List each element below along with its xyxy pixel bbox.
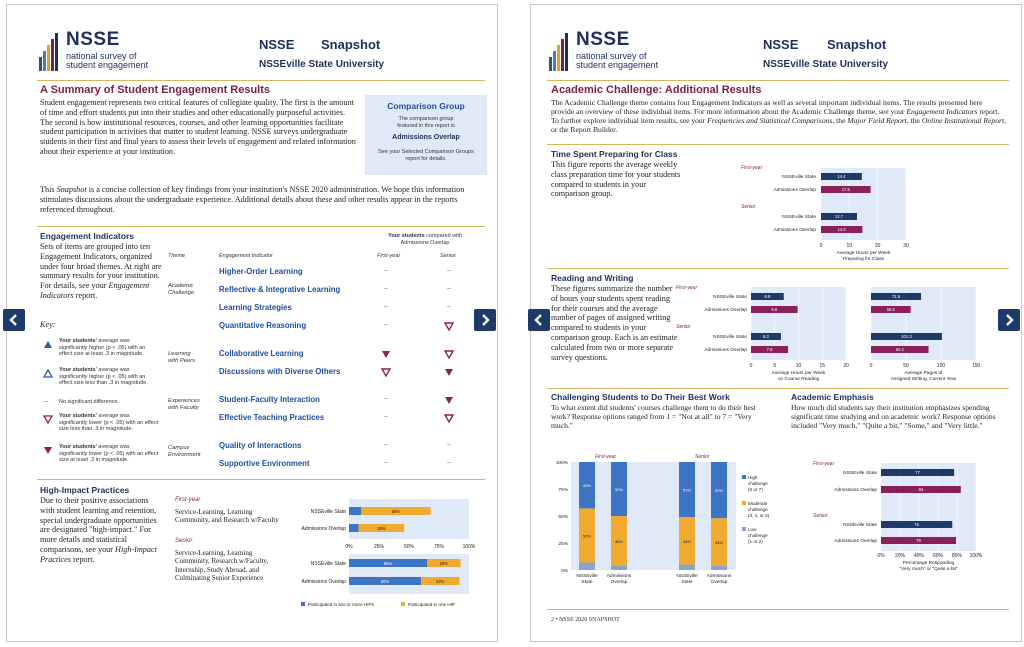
category-label: NSSEville xyxy=(576,574,598,579)
legend-label: challenge xyxy=(748,481,768,486)
comparison-group-box xyxy=(365,95,487,175)
comparison-group-name: Admissions Overlap xyxy=(392,134,460,141)
theme-academic-challenge xyxy=(168,283,194,297)
divider xyxy=(547,144,1009,145)
emphasis-chart xyxy=(801,457,1001,592)
key-4-text: average was significantly lower (p < .05) with an effect size less than .3 in magnitude. xyxy=(59,413,159,432)
key-1-bold: Your students' xyxy=(59,338,97,344)
bar-value-label: 9.8 xyxy=(771,307,778,313)
bar xyxy=(349,507,361,515)
page-footer: 2 • NSSE 2020 SNAPSHOT xyxy=(551,617,620,623)
ei-collaborative-learning: Collaborative Learning xyxy=(219,349,304,358)
chevron-right-icon xyxy=(474,309,496,331)
challenge-section-title: Challenging Students to Do Their Best Work xyxy=(551,392,730,402)
p2-intro-f: Major Field Report, xyxy=(847,116,909,125)
theme-3b: with Faculty xyxy=(168,405,199,411)
p2-intro-e: the xyxy=(834,116,848,125)
x-axis-title: on Course Reading xyxy=(777,377,820,382)
p2-intro-b: Engagement Indicators xyxy=(906,107,978,116)
reading-chart xyxy=(676,281,851,391)
bar-value-label: 101.3 xyxy=(901,334,912,340)
category-label: Admissions Overlap xyxy=(834,539,877,545)
category-label: NSSEville State xyxy=(782,215,816,221)
category-label: NSSEville State xyxy=(843,523,877,529)
category-label: Admissions Overlap xyxy=(834,488,877,494)
x-tick-label: 10 xyxy=(846,243,853,249)
chevron-left-icon xyxy=(528,309,550,331)
x-tick-label: 0 xyxy=(749,363,753,369)
bar-value-label: 17.5 xyxy=(841,187,850,193)
hip-desc-a: Due to their positive associations with student learning and retention, special undergraduate opportunities are designated "high-impact." For more details and statistical comparisons, see your xyxy=(40,496,157,554)
x-axis-title: "Very much" or "Quite a bit" xyxy=(899,567,958,572)
group-label: First-year xyxy=(676,285,698,291)
ei-section-title: Engagement Indicators xyxy=(40,231,134,241)
snapshot-page-1 xyxy=(6,4,498,642)
category-label: Overlap xyxy=(610,580,628,585)
hip-sr-text: Service-Learning, Learning Community, Research w/Faculty, Internship, Study Abroad, and Culminating Senior Experience xyxy=(175,549,269,583)
logo-line-1: national survey of xyxy=(66,51,137,61)
theme-1a: Academic xyxy=(168,283,194,289)
x-tick-label: 5 xyxy=(773,363,777,369)
ei-discussions-diverse-others: Discussions with Diverse Others xyxy=(219,367,341,376)
key-dash: --- xyxy=(43,399,49,405)
lower-small-effect-icon xyxy=(43,415,53,424)
time-description: This figure reports the average weekly class preparation time for your students compared to students in your comparison group. xyxy=(551,160,681,199)
hip-sr-label: Senior xyxy=(175,538,193,544)
lower-small-effect-icon xyxy=(444,414,454,423)
ei-description xyxy=(40,242,166,301)
result-cell: -- xyxy=(384,442,388,448)
x-tick-label: 80% xyxy=(951,553,963,559)
p2-intro-d: Frequencies and Statistical Comparisons, xyxy=(707,116,835,125)
category-label: Admissions Overlap xyxy=(773,188,816,194)
bar-value-label: 84 xyxy=(918,487,924,493)
comparison-line-1: The comparison group xyxy=(398,116,454,122)
result-cell: -- xyxy=(447,304,451,310)
category-label: NSSEville State xyxy=(782,175,816,181)
result-cell: -- xyxy=(384,304,388,310)
plot-background xyxy=(349,499,469,539)
bar-value-label: 52% xyxy=(714,488,724,494)
key-item-2 xyxy=(59,367,159,387)
x-axis-title: Preparing for Class xyxy=(842,257,885,262)
x-tick-label: 0% xyxy=(877,553,885,559)
col-indicator: Engagement Indicator xyxy=(219,253,273,259)
result-cell: -- xyxy=(447,268,451,274)
bar-value-label: 56.6 xyxy=(886,307,895,313)
header-snapshot: Snapshot xyxy=(321,37,381,52)
higher-small-effect-icon xyxy=(43,369,53,378)
category-label: Admissions Overlap xyxy=(773,228,816,234)
lower-small-effect-icon xyxy=(444,322,454,331)
bar-value-label: 75 xyxy=(914,522,919,528)
group-label: First-year xyxy=(595,454,617,460)
theme-4b: Environment xyxy=(168,452,201,458)
legend-label: (1 or 2) xyxy=(748,539,763,544)
bar-value-label: 50% xyxy=(582,533,592,539)
bar xyxy=(579,562,595,570)
category-label: NSSEville State xyxy=(713,335,747,341)
lower-large-effect-icon xyxy=(444,396,454,405)
ei-reflective-integrative: Reflective & Integrative Learning xyxy=(219,285,341,294)
writing-chart xyxy=(856,281,1006,391)
hip-desc-b: High-Impact Practices xyxy=(40,544,157,564)
legend-label: Moderate xyxy=(748,501,768,506)
comparison-line-3: See your Selected Comparison Groups xyxy=(378,149,474,155)
group-label: First-year xyxy=(741,165,763,171)
x-tick-label: 25% xyxy=(373,544,385,550)
nsse-logo xyxy=(39,27,149,73)
divider xyxy=(37,226,485,227)
bar-value-label: 46% xyxy=(614,538,624,544)
bar-value-label: 71.5 xyxy=(891,294,901,300)
x-tick-label: 20 xyxy=(874,243,881,249)
col-senior: Senior xyxy=(440,253,456,259)
reading-section-title: Reading and Writing xyxy=(551,273,634,283)
legend-label: challenge xyxy=(748,533,768,538)
x-axis-title: Average Hours per Week xyxy=(771,371,826,376)
lower-large-effect-icon xyxy=(43,446,53,455)
intro-paragraph-2 xyxy=(40,185,485,214)
logo-line-2: student engagement xyxy=(576,60,659,70)
hip-fy-label: First-year xyxy=(175,497,201,503)
bar-value-label: 50% xyxy=(614,487,624,492)
x-tick-label: 150 xyxy=(971,363,981,369)
y-tick-label: 100% xyxy=(555,461,568,466)
col-theme: Theme xyxy=(168,253,186,259)
x-tick-label: 40% xyxy=(913,553,925,559)
logo-line-1: national survey of xyxy=(576,51,647,61)
bar-value-label: 12.7 xyxy=(834,214,844,220)
p2-intro-a: The Academic Challenge theme contains four Engagement Indicators as well as several important individual items. The results presented here provide an overview of these individual items. For more information about the Academic Challenge theme, see your xyxy=(551,98,983,116)
ei-supportive-environment: Supportive Environment xyxy=(219,459,310,468)
theme-2a: Learning xyxy=(168,351,191,357)
bar-value-label: 79 xyxy=(916,538,921,544)
hip-desc-c: report. xyxy=(70,554,95,564)
comparison-title: Comparison Group xyxy=(387,101,465,111)
emphasis-section-title: Academic Emphasis xyxy=(791,392,874,402)
legend-swatch xyxy=(742,527,746,531)
bar-value-label: 6.9 xyxy=(764,294,771,300)
legend-swatch xyxy=(401,602,405,606)
result-cell: -- xyxy=(384,460,388,466)
x-axis-title: Percentage Responding xyxy=(902,561,955,566)
logo-bars-icon xyxy=(39,33,63,71)
key-1-text: average was significantly higher (p < .05) with an effect size at least .3 in magnitude. xyxy=(59,338,146,357)
key-5-text: average was significantly lower (p < .05) with an effect size at least .3 in magnitude. xyxy=(59,444,159,463)
category-label: NSSEville State xyxy=(310,561,346,567)
x-tick-label: 75% xyxy=(433,544,445,550)
category-label: Admissions xyxy=(706,574,732,579)
category-label: State xyxy=(681,580,693,585)
bar-value-label: 58% xyxy=(391,508,400,514)
header-nsse: NSSE xyxy=(259,37,295,52)
result-cell: -- xyxy=(384,414,388,420)
y-tick-label: 75% xyxy=(558,488,568,493)
ei-desc-b: Engagement Indicators xyxy=(40,281,150,300)
col-compare-c: Admissions Overlap xyxy=(400,239,450,246)
hip-section-title: High-Impact Practices xyxy=(40,485,130,495)
ei-quality-of-interactions: Quality of Interactions xyxy=(219,441,302,450)
group-label: First-year xyxy=(813,461,835,467)
category-label: Overlap xyxy=(710,580,728,585)
legend-swatch xyxy=(742,501,746,505)
legend-label: challenge xyxy=(748,507,768,512)
prev-page-button[interactable] xyxy=(528,309,550,331)
prev-page-button[interactable] xyxy=(3,309,25,331)
hip-description xyxy=(40,496,162,565)
x-axis-title: Assigned Writing, Current Year xyxy=(890,377,957,382)
legend-swatch xyxy=(742,475,746,479)
logo-subtitle xyxy=(576,52,658,70)
header-nsse: NSSE xyxy=(763,37,799,52)
bar xyxy=(349,524,359,532)
intro-paragraph: Student engagement represents two critical features of collegiate quality. The first is the amount of time and effort students put into their studies and other educationally purposeful activities. The second is how institutional resources, courses, and other learning opportunities facilitate student participation in activities that matter to student learning. NSSE surveys undergraduate students in their first and final years to assess their levels of engagement and related information about their experience at your institution. xyxy=(40,98,356,156)
p2-intro-c: report. To further explore individual item results, see your xyxy=(551,107,1000,125)
logo-title: NSSE xyxy=(576,29,630,50)
y-tick-label: 0% xyxy=(561,569,568,574)
x-tick-label: 50% xyxy=(403,544,415,550)
header-university: NSSEville State University xyxy=(763,59,889,70)
group-label: Senior xyxy=(695,454,710,460)
p2-intro-i: or the Report Builder. xyxy=(551,125,618,134)
snapshot-page-2 xyxy=(530,4,1022,642)
theme-2b: with Peers xyxy=(168,358,196,364)
col-first-year: First-year xyxy=(377,253,401,259)
y-tick-label: 25% xyxy=(558,542,568,547)
x-tick-label: 100 xyxy=(936,363,946,369)
legend-label: Low xyxy=(748,527,757,532)
bar-value-label: 44% xyxy=(682,538,692,544)
bar-value-label: 14.4 xyxy=(837,174,846,180)
x-tick-label: 10 xyxy=(795,363,802,369)
lower-large-effect-icon xyxy=(444,368,454,377)
bar-value-label: 44% xyxy=(714,539,724,545)
category-label: Admissions Overlap xyxy=(301,526,346,532)
result-cell: -- xyxy=(384,268,388,274)
key-label: Key: xyxy=(40,320,56,329)
legend-label: (3, 4, or 5) xyxy=(748,513,770,518)
category-label: Admissions xyxy=(606,574,632,579)
bar-value-label: 38% xyxy=(377,525,386,531)
ei-effective-teaching: Effective Teaching Practices xyxy=(219,413,325,422)
x-tick-label: 15 xyxy=(819,363,826,369)
bar-value-label: 14.6 xyxy=(837,227,846,233)
divider xyxy=(547,388,1009,389)
ei-student-faculty-interaction: Student-Faculty Interaction xyxy=(219,395,320,404)
result-cell: -- xyxy=(384,286,388,292)
p2-intro-h: Online Institutional Report, xyxy=(921,116,1006,125)
logo-line-2: student engagement xyxy=(66,60,149,70)
nsse-logo xyxy=(549,27,659,73)
theme-experiences-with-faculty xyxy=(168,398,200,412)
category-label: NSSEville State xyxy=(843,471,877,477)
legend-label: Participated in one HIP xyxy=(408,602,455,607)
challenge-description: To what extent did students' courses challenge them to do their best work? Response options ranged from 1 = "Not at all" to 7 = "Very much." xyxy=(551,403,756,430)
x-tick-label: 100% xyxy=(462,544,476,550)
x-tick-label: 0% xyxy=(345,544,353,550)
bar-value-label: 6.3 xyxy=(763,334,769,340)
key-item-1 xyxy=(59,338,159,358)
key-2-bold: Your students' xyxy=(59,367,97,373)
category-label: Admissions Overlap xyxy=(301,579,346,585)
bar xyxy=(711,566,727,570)
theme-learning-with-peers xyxy=(168,351,195,365)
theme-3a: Experiences xyxy=(168,398,200,404)
bar-value-label: 32% xyxy=(436,578,445,584)
category-label: State xyxy=(581,580,593,585)
x-tick-label: 20 xyxy=(843,363,849,369)
header-snapshot: Snapshot xyxy=(827,37,887,52)
x-axis-title: Average Pages of xyxy=(904,371,943,376)
legend-swatch xyxy=(301,602,305,606)
hip-chart xyxy=(289,499,474,609)
x-tick-label: 0 xyxy=(869,363,873,369)
key-5-bold: Your students' xyxy=(59,444,97,450)
logo-title: NSSE xyxy=(66,29,120,50)
chevron-left-icon xyxy=(3,309,25,331)
lower-small-effect-icon xyxy=(381,368,391,377)
x-tick-label: 20% xyxy=(894,553,906,559)
divider xyxy=(547,268,1009,269)
reading-description: These figures summarize the number of hours your students spent reading for their courses and the average number of pages of assigned writing compared to students in your comparison group. Each is an estimate calculated from two or more separate survey questions. xyxy=(551,284,678,362)
group-label: Senior xyxy=(676,324,691,330)
page-title: Academic Challenge: Additional Results xyxy=(551,84,762,96)
bar xyxy=(679,565,695,570)
col-compare-a: Your students xyxy=(388,233,425,239)
theme-1b: Challenge xyxy=(168,290,195,296)
time-prep-chart xyxy=(736,163,911,263)
key-4-bold: Your students' xyxy=(59,413,97,419)
theme-campus-environment xyxy=(168,445,201,459)
x-tick-label: 0 xyxy=(819,243,823,249)
divider xyxy=(37,80,485,81)
result-cell: -- xyxy=(384,396,388,402)
x-tick-label: 100% xyxy=(969,553,983,559)
x-tick-label: 50 xyxy=(903,363,909,369)
next-page-button[interactable] xyxy=(998,309,1020,331)
chevron-right-icon xyxy=(998,309,1020,331)
category-label: NSSEville xyxy=(676,574,698,579)
comparison-line-4: report for details. xyxy=(405,156,447,162)
col-compare-b: compared with xyxy=(424,233,462,239)
category-label: Admissions Overlap xyxy=(704,308,747,314)
divider xyxy=(547,609,1009,610)
key-item-5 xyxy=(59,444,159,464)
higher-large-effect-icon xyxy=(43,340,53,349)
legend-label: (6 or 7) xyxy=(748,487,763,492)
category-label: NSSEville State xyxy=(713,295,747,301)
x-axis-title: Average Hours per Week xyxy=(836,251,891,256)
legend-label: Participated in two or more HIPs xyxy=(308,602,374,607)
intro2-b: Snapshot xyxy=(56,185,87,194)
category-label: NSSEville State xyxy=(310,509,346,515)
ei-quantitative-reasoning: Quantitative Reasoning xyxy=(219,321,307,330)
bar-value-label: 7.8 xyxy=(766,347,773,353)
lower-large-effect-icon xyxy=(381,350,391,359)
key-2-text: average was significantly higher (p < .05) with an effect size less than .3 in magnitude. xyxy=(59,367,148,386)
bar xyxy=(611,566,627,570)
logo-subtitle xyxy=(66,52,148,70)
key-item-4 xyxy=(59,413,159,433)
group-label: Senior xyxy=(741,204,756,210)
x-tick-label: 60% xyxy=(932,553,944,559)
col-compare xyxy=(365,233,485,246)
emphasis-description: How much did students say their institution emphasizes spending significant time studying and on academic work? Response options included "Very much," "Quite a bit," "Some," and "Very little." xyxy=(791,403,996,430)
result-cell: -- xyxy=(384,322,388,328)
key-item-3: No significant difference. xyxy=(59,399,120,405)
logo-bars-icon xyxy=(549,33,573,71)
bar-value-label: 60% xyxy=(380,578,390,584)
bar-value-label: 77 xyxy=(915,470,920,476)
divider xyxy=(37,479,485,480)
x-tick-label: 30 xyxy=(903,243,909,249)
result-cell: -- xyxy=(447,442,451,448)
theme-4a: Campus xyxy=(168,445,190,451)
next-page-button[interactable] xyxy=(474,309,496,331)
divider xyxy=(547,80,1009,81)
bar-value-label: 82.2 xyxy=(895,347,904,353)
result-cell: -- xyxy=(447,286,451,292)
p2-intro-g: the xyxy=(908,116,922,125)
lower-small-effect-icon xyxy=(444,350,454,359)
legend-label: High xyxy=(748,475,758,480)
challenge-chart xyxy=(549,450,770,600)
bar-value-label: 65% xyxy=(383,560,393,566)
ei-desc-c: report. xyxy=(73,290,98,300)
bar-value-label: 43% xyxy=(582,483,592,489)
ei-desc-a: Sets of items are grouped into ten Engagement Indicators, organized under four broad themes. At right are summary results for your institution. For details, see your xyxy=(40,242,162,291)
intro-paragraph xyxy=(551,98,1006,134)
time-section-title: Time Spent Preparing for Class xyxy=(551,149,678,159)
intro2-c: is a concise collection of key findings from your institution's NSSE 2020 administration. We hope this information stimulates discussions about the undergraduate experience. Additional details about these and other results appear in the reports referenced throughout. xyxy=(40,185,465,214)
group-label: Senior xyxy=(813,513,828,519)
ei-higher-order-learning: Higher-Order Learning xyxy=(219,267,303,276)
header-university: NSSEville State University xyxy=(259,59,385,70)
bar-value-label: 51% xyxy=(682,487,692,493)
comparison-line-2: featured in this report is xyxy=(397,123,455,129)
hip-fy-text: Service-Learning, Learning Community, and Research w/Faculty xyxy=(175,508,279,525)
bar-value-label: 28% xyxy=(439,560,448,566)
ei-learning-strategies: Learning Strategies xyxy=(219,303,292,312)
page-title: A Summary of Student Engagement Results xyxy=(40,84,271,96)
intro2-a: This xyxy=(40,185,57,194)
result-cell: -- xyxy=(447,460,451,466)
category-label: Admissions Overlap xyxy=(704,348,747,354)
y-tick-label: 50% xyxy=(558,515,568,520)
